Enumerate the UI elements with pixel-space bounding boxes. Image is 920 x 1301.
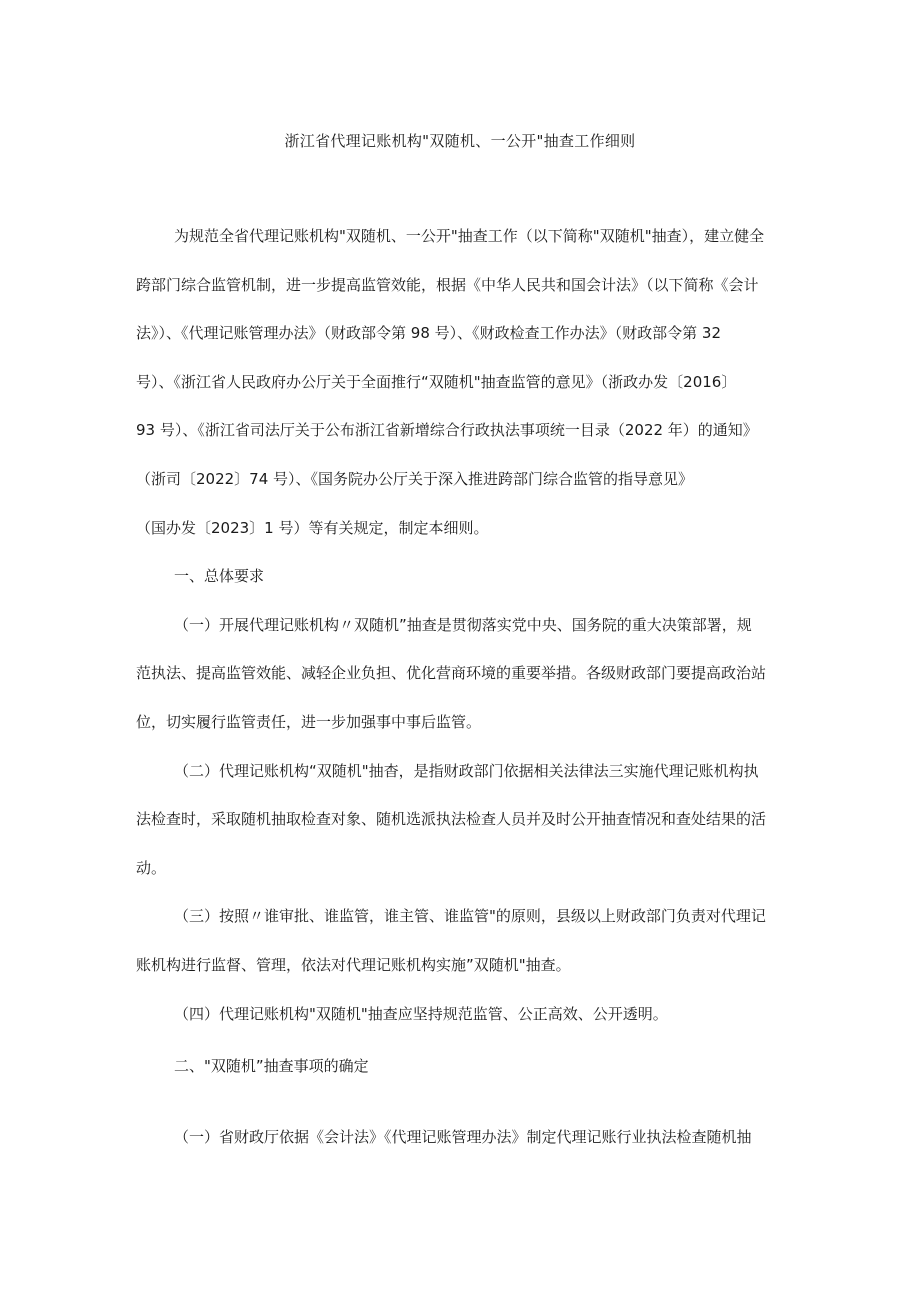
section1-paragraph-1 [136, 601, 786, 747]
section2-paragraph-1 [136, 1113, 786, 1162]
section-heading-2: 二、"双随机”抽查事项的确定 [174, 1057, 369, 1076]
text-line: 跨部门综合监管机制，进一步提高监管效能，根据《中华人民共和国会计法》（以下简称《会计 [136, 275, 759, 294]
text-line: 为规范全省代理记账机构"双随机、一公开"抽查工作（以下简称"双随机"抽查），建立健全 [174, 227, 765, 245]
intro-paragraph [136, 212, 786, 552]
text-line: 范执法、提高监管效能、减轻企业负担、优化营商环境的重要举措。各级财政部门要提高政治站 [136, 664, 767, 683]
section1-paragraph-3 [136, 892, 786, 989]
text-line: 位，切实履行监管责任，进一步加强事中事后监管。 [136, 712, 482, 731]
text-line: （二）代理记账机构“双随机"抽杳，是指财政部门依据相关法律法三实施代理记账机构执 [174, 761, 759, 780]
section1-paragraph-4 [136, 990, 786, 1039]
text-line: 法检查时，采取随机抽取检查对象、随机选派执法检查人员并及时公开抽查情况和查处结果的活 [136, 810, 767, 829]
text-line: （四）代理记账机构"双随机"抽查应坚持规范监管、公正高效、公开透明。 [174, 1004, 668, 1023]
text-line: 93 号）、《浙江省司法厅关于公布浙江省新增综合行政执法事项统一目录（2022 年）的通知》 [136, 421, 758, 440]
text-line: 法》）、《代理记账管理办法》（财政部令第 98 号）、《财政检查工作办法》（财政部令第 32 [136, 324, 721, 343]
text-line: （三）按照〃谁审批、谁监管，谁主管、谁监管"的原则，县级以上财政部门负责对代理记 [174, 907, 766, 926]
text-line: （一）省财政厅依据《会计法》《代理记账管理办法》制定代理记账行业执法检查随机抽 [174, 1127, 752, 1146]
document-title: 浙江省代理记账机构"双随机、一公开"抽查工作细则 [284, 132, 636, 150]
document-body [136, 212, 786, 1161]
text-line: 账机构进行监督、管理，依法对代理记账机构实施”双随机"抽查。 [136, 955, 571, 974]
text-line: （浙司〔2022〕74 号）、《国务院办公厅关于深入推进跨部门综合监管的指导意见》 [136, 469, 694, 488]
text-line: 号）、《浙江省人民政府办公厅关于全面推行“双随机"抽查监管的意见》（浙政办发〔2016〕 [136, 372, 737, 391]
section1-paragraph-2 [136, 747, 786, 893]
section-heading-1: 一、总体要求 [174, 567, 265, 586]
text-line: （国办发〔2023〕1 号）等有关规定，制定本细则。 [136, 518, 489, 537]
text-line: 动。 [136, 858, 167, 877]
text-line: （一）开展代理记账机构〃双随机”抽查是贯彻落实党中央、国务院的重大决策部署，规 [174, 615, 752, 634]
